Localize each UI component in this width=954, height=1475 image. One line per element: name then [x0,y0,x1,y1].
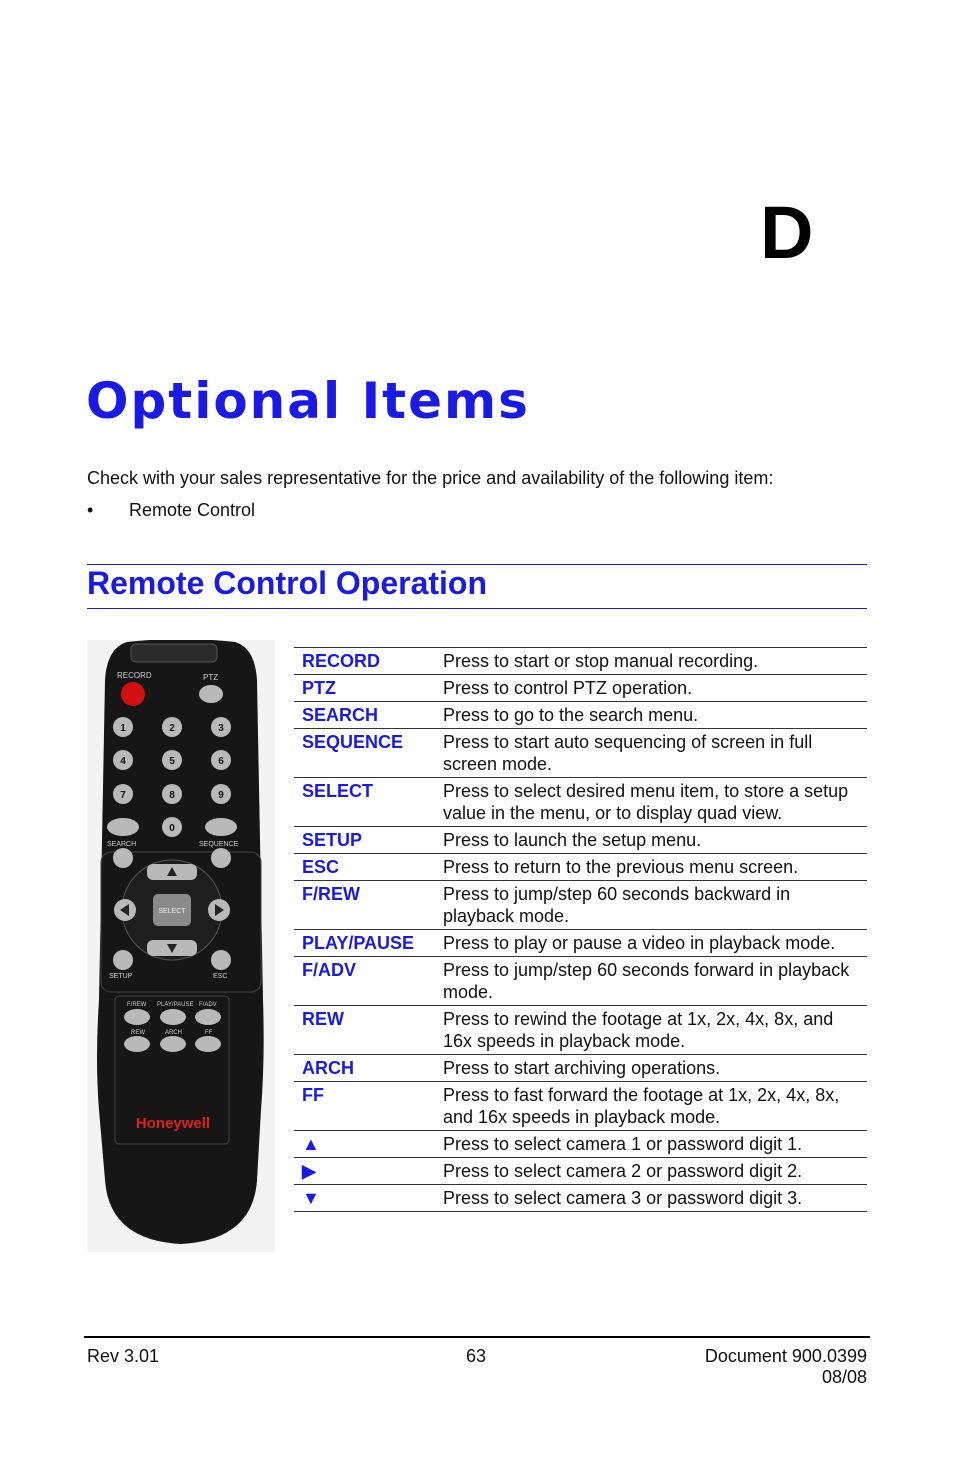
intro-text: Check with your sales representative for the price and availability of the following item: [87,468,774,488]
table-row [294,957,867,1006]
frew-label: F/REW [127,1002,147,1008]
table-row [294,702,867,729]
table-row [294,729,867,778]
arch-label: ARCH [165,1030,183,1036]
operation-key: FF [294,1082,443,1131]
table-row [294,778,867,827]
footer-revision: Rev 3.01 [87,1346,160,1366]
ir-window [131,644,217,662]
table-row [294,854,867,881]
operation-description: Press to select desired menu item, to store a setup value in the menu, or to display quad view. [443,778,867,827]
operation-description: Press to play or pause a video in playback mode. [443,930,867,957]
brand-logo: Honeywell [135,1115,211,1132]
setup-button[interactable] [113,950,133,970]
sequence-label: SEQUENCE [199,841,239,848]
setup-label: SETUP [109,973,133,980]
table-row [294,1055,867,1082]
section-title: Remote Control Operation [87,565,488,601]
ptz-button[interactable] [199,685,223,703]
digit-label-7: 7 [120,790,126,801]
operation-description: Press to jump/step 60 seconds forward in playback mode. [443,957,867,1006]
esc-button[interactable] [211,950,231,970]
arch-button[interactable] [160,1036,186,1052]
select-label: SELECT [158,908,186,915]
operation-key: ▼ [294,1185,443,1212]
operation-key: ARCH [294,1055,443,1082]
operation-description: Press to jump/step 60 seconds backward in playback mode. [443,881,867,930]
table-row [294,1131,867,1158]
playpause-button[interactable] [160,1009,186,1025]
operation-key: F/REW [294,881,443,930]
corner-button-left[interactable] [113,848,133,868]
document-number: Document 900.0399 [704,1346,867,1366]
operation-description: Press to rewind the footage at 1x, 2x, 4x, 8x, and 16x speeds in playback mode. [443,1006,867,1055]
operation-key: SEARCH [294,702,443,729]
ptz-label: PTZ [203,673,219,682]
footer-document [705,1346,867,1388]
section-rule-bottom [87,608,867,609]
table-row [294,1082,867,1131]
operation-key: PTZ [294,675,443,702]
table-row [294,675,867,702]
operation-description: Press to select camera 1 or password digit 1. [443,1131,867,1158]
operation-description: Press to launch the setup menu. [443,827,867,854]
digit-label-8: 8 [169,790,175,801]
bullet-marker: • [87,500,94,520]
sequence-button[interactable] [205,818,237,836]
rew-label: REW [131,1030,145,1036]
table-row [294,1185,867,1212]
table-row [294,648,867,675]
esc-label: ESC [213,973,228,980]
fadv-button[interactable] [195,1009,221,1025]
ff-button[interactable] [195,1036,221,1052]
ff-label: FF [205,1030,213,1036]
operation-description: Press to control PTZ operation. [443,675,867,702]
operation-key: F/ADV [294,957,443,1006]
chapter-letter: D [760,191,814,274]
operation-key: SELECT [294,778,443,827]
document-date: 08/08 [821,1367,867,1387]
page-title: Optional Items [86,372,530,430]
operation-key: REW [294,1006,443,1055]
operation-description: Press to select camera 3 or password digit 3. [443,1185,867,1212]
operation-key: SEQUENCE [294,729,443,778]
digit-label-4: 4 [120,756,126,767]
frew-button[interactable] [124,1009,150,1025]
table-row [294,930,867,957]
fadv-label: F/ADV [199,1002,217,1008]
record-button[interactable] [121,682,145,706]
playpause-label: PLAY/PAUSE [157,1002,194,1008]
operations-table-body [294,648,867,1212]
operation-key: SETUP [294,827,443,854]
operation-description: Press to fast forward the footage at 1x, 2x, 4x, 8x, and 16x speeds in playback mode. [443,1082,867,1131]
rew-button[interactable] [124,1036,150,1052]
operation-key: ESC [294,854,443,881]
digit-label-5: 5 [169,756,175,767]
operation-key: PLAY/PAUSE [294,930,443,957]
operation-description: Press to start archiving operations. [443,1055,867,1082]
digit-label-3: 3 [218,723,224,734]
footer-rule [84,1336,870,1338]
table-row [294,1158,867,1185]
remote-control-image [87,640,275,1252]
operation-key: ▶ [294,1158,443,1185]
remote-control-drawing [87,640,275,1252]
operation-description: Press to go to the search menu. [443,702,867,729]
operation-key: RECORD [294,648,443,675]
table-row [294,827,867,854]
operation-key: ▲ [294,1131,443,1158]
digit-label-1: 1 [120,723,126,734]
search-label: SEARCH [107,841,137,848]
list-item-label: Remote Control [129,500,256,520]
operations-table [294,647,867,1212]
operation-description: Press to start auto sequencing of screen in full screen mode. [443,729,867,778]
digit-label-0: 0 [169,823,175,834]
search-button[interactable] [107,818,139,836]
corner-button-right[interactable] [211,848,231,868]
page-number: 63 [466,1346,487,1366]
digit-label-6: 6 [218,756,224,767]
list-item [87,500,255,521]
operation-description: Press to select camera 2 or password digit 2. [443,1158,867,1185]
digit-label-2: 2 [169,723,175,734]
table-row [294,1006,867,1055]
table-row [294,881,867,930]
operation-description: Press to start or stop manual recording. [443,648,867,675]
record-label: RECORD [117,671,152,680]
digit-label-9: 9 [218,790,224,801]
operation-description: Press to return to the previous menu screen. [443,854,867,881]
